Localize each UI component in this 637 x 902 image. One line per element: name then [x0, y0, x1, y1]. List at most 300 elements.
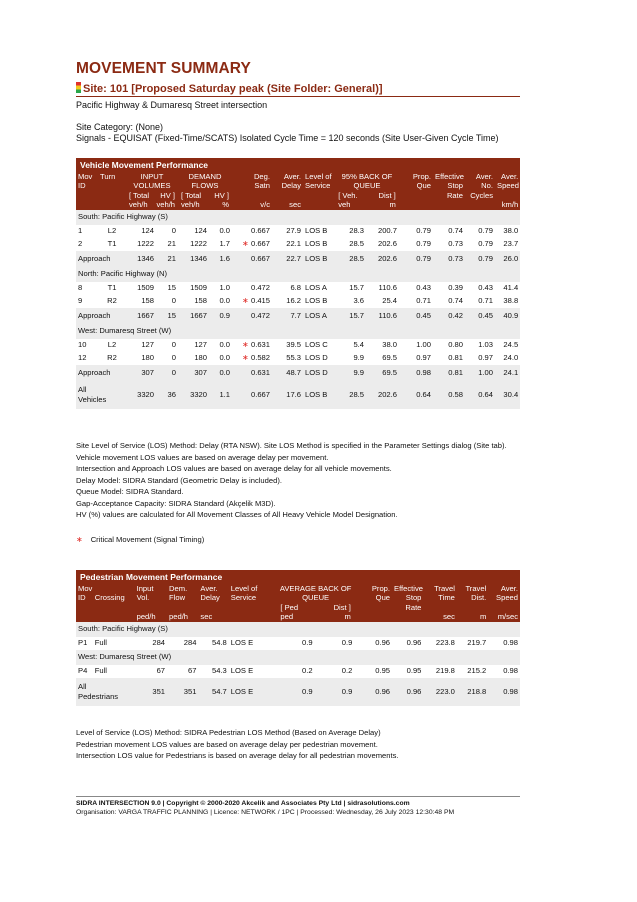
- ped-cell-delay: 54.7: [198, 678, 228, 706]
- cell-cycles: 0.79: [465, 251, 495, 267]
- cell-delay: 17.6: [272, 381, 303, 409]
- hdr-cycles: Cycles: [470, 190, 493, 200]
- ped-col-crossing: [93, 584, 135, 622]
- cell-speed: 40.9: [495, 308, 520, 324]
- cell-in-hv: 0: [156, 365, 178, 381]
- approach-total-row: [76, 251, 520, 267]
- ped-cell-dist: 0.9: [315, 637, 355, 650]
- ped-hdr-dist: Dist ]: [333, 602, 351, 612]
- approach-label: Approach: [76, 365, 126, 381]
- ped-all-label-line2: Pedestrians: [78, 691, 119, 701]
- movement-turn: R2: [98, 295, 126, 308]
- col-demand: [178, 172, 232, 210]
- ped-hdr-pedh: ped/h: [136, 612, 156, 622]
- ped-hdr-crossing: Crossing: [94, 593, 125, 603]
- cell-satn: 0.667: [232, 381, 272, 409]
- cell-in-total: 1667: [126, 308, 156, 324]
- all-label-line1: All: [78, 384, 87, 394]
- ped-cell-dist: 0.2: [315, 665, 355, 678]
- ped-cell-stop: 0.96: [392, 637, 423, 650]
- cell-delay: 16.2: [272, 295, 303, 308]
- ped-hdr-delay: Delay: [200, 593, 220, 603]
- cell-dem-total: 1509: [178, 282, 209, 295]
- ped-cell-time: 223.0: [423, 678, 456, 706]
- ped-hdr-stop: Stop: [405, 593, 422, 603]
- critical-star-icon: ∗: [242, 340, 251, 350]
- hdr-speed: Speed: [497, 181, 519, 191]
- intersection-name: Pacific Highway & Dumaresq Street intersection: [76, 100, 268, 110]
- cell-q-dist: 69.5: [366, 365, 399, 381]
- ped-hdr-que: Que: [375, 593, 391, 603]
- hdr-mov: Mov: [78, 172, 93, 181]
- cell-q-dist: 38.0: [366, 339, 399, 352]
- cell-q-veh: 28.5: [335, 238, 366, 251]
- hdr-aver3: Aver.: [501, 172, 519, 181]
- hdr-dem-pct: %: [222, 200, 229, 210]
- cell-in-total: 127: [126, 339, 156, 352]
- ped-hdr-travel2: Travel: [465, 584, 487, 593]
- cell-delay: 22.7: [272, 251, 303, 267]
- cell-in-hv: 21: [156, 251, 178, 267]
- note-line: Vehicle movement LOS values are based on average delay per movement.: [76, 452, 329, 462]
- ped-hdr-levelof: Level of: [230, 584, 258, 593]
- ped-hdr-queue: QUEUE: [302, 593, 330, 603]
- movement-turn: T1: [98, 282, 126, 295]
- ped-cell-prop: 0.96: [354, 678, 392, 706]
- ped-approach-name: South: Pacific Highway (S): [76, 622, 520, 637]
- cell-q-dist: 110.6: [366, 282, 399, 295]
- cell-q-veh: 3.6: [335, 295, 366, 308]
- ped-hdr-dist2: Dist.: [471, 593, 487, 603]
- cell-stop: 0.81: [433, 352, 465, 365]
- cell-prop: 0.43: [399, 282, 433, 295]
- ped-hdr-pedu: ped: [280, 612, 294, 622]
- cell-in-hv: 0: [156, 352, 178, 365]
- hdr-vc: v/c: [260, 200, 270, 210]
- cell-satn: [232, 225, 272, 238]
- cell-prop: 0.79: [399, 225, 433, 238]
- cell-stop: 0.73: [433, 238, 465, 251]
- cell-los: LOS B: [303, 251, 335, 267]
- hdr-dem-hv: HV ]: [214, 190, 229, 200]
- cell-dem-total: 307: [178, 365, 209, 381]
- ped-cell-stop: 0.95: [392, 665, 423, 678]
- cell-dem-hv: 1.7: [209, 238, 232, 251]
- ped-movement-row: [76, 665, 520, 678]
- ped-hdr-service: Service: [230, 593, 257, 603]
- cell-in-total: 307: [126, 365, 156, 381]
- cell-in-hv: 15: [156, 282, 178, 295]
- ped-hdr-rate: Rate: [405, 602, 422, 612]
- cell-prop: 0.97: [399, 352, 433, 365]
- cell-dem-total: 3320: [178, 381, 209, 409]
- pedestrian-table-body: [76, 622, 520, 706]
- ped-cell-speed: 0.98: [488, 678, 520, 706]
- ped-hdr-vol: Vol.: [136, 593, 150, 603]
- vehicle-performance-table: [76, 158, 520, 409]
- hdr-no: No.: [481, 181, 493, 191]
- cell-dem-total: 127: [178, 339, 209, 352]
- cell-cycles: 0.97: [465, 352, 495, 365]
- ped-cell-tdist: 219.7: [457, 637, 488, 650]
- ped-col-delay: [198, 584, 228, 622]
- cell-prop: 0.98: [399, 365, 433, 381]
- cell-dem-hv: 0.9: [209, 308, 232, 324]
- cell-prop: 0.64: [399, 381, 433, 409]
- cell-speed: 41.4: [495, 282, 520, 295]
- cell-q-dist: 25.4: [366, 295, 399, 308]
- col-satn: [232, 172, 272, 210]
- cell-in-hv: 0: [156, 339, 178, 352]
- critical-movement-label: Critical Movement (Signal Timing): [90, 535, 205, 544]
- ped-cell-ped: 0.9: [277, 637, 315, 650]
- hdr-deg: Deg.: [253, 172, 270, 181]
- ped-cell-vol: 67: [135, 665, 167, 678]
- ped-cell-delay: 54.8: [198, 637, 228, 650]
- signals-info: Signals - EQUISAT (Fixed-Time/SCATS) Isolated Cycle Time = 120 seconds (Site User-Given Cycle Time): [76, 133, 499, 143]
- cell-los: LOS D: [303, 352, 335, 365]
- hdr-in-unit2: veh/h: [156, 200, 176, 210]
- col-prop-que: [399, 172, 433, 210]
- all-pedestrians-row: [76, 678, 520, 706]
- vehicle-table-title-row: [76, 158, 520, 172]
- ped-hdr-pedh2: ped/h: [169, 612, 189, 622]
- cell-q-veh: 9.9: [335, 365, 366, 381]
- ped-cell-vol: 284: [135, 637, 167, 650]
- cell-in-total: 1346: [126, 251, 156, 267]
- cell-q-dist: 110.6: [366, 308, 399, 324]
- ped-hdr-flow: Flow: [169, 593, 186, 603]
- ped-hdr-input: Input: [136, 584, 154, 593]
- hdr-input: INPUT: [140, 172, 164, 181]
- cell-speed: 30.4: [495, 381, 520, 409]
- ped-col-mov-id: [76, 584, 93, 622]
- approach-label: Approach: [76, 308, 126, 324]
- approach-name: North: Pacific Highway (N): [76, 267, 520, 282]
- ped-cell-tdist: 218.8: [457, 678, 488, 706]
- approach-name: South: Pacific Highway (S): [76, 210, 520, 225]
- hdr-id: ID: [78, 181, 86, 191]
- ped-col-speed: [488, 584, 520, 622]
- movement-turn: L2: [98, 339, 126, 352]
- pedestrian-performance-table: [76, 570, 520, 706]
- movement-row: [76, 295, 520, 308]
- col-speed: [495, 172, 520, 210]
- ped-cell-tdist: 215.2: [457, 665, 488, 678]
- ped-cell-dist: 0.9: [315, 678, 355, 706]
- ped-hdr-dem: Dem.: [169, 584, 188, 593]
- col-turn: Turn: [98, 172, 126, 210]
- ped-approach-name: West: Dumaresq Street (W): [76, 650, 520, 665]
- cell-speed: 38.0: [495, 225, 520, 238]
- col-los: [303, 172, 335, 210]
- approach-name: West: Dumaresq Street (W): [76, 324, 520, 339]
- ped-hdr-travel: Travel: [434, 584, 455, 593]
- ped-cell-time: 219.8: [423, 665, 456, 678]
- cell-in-total: 180: [126, 352, 156, 365]
- satn-value: 0.667: [250, 226, 270, 236]
- cell-q-dist: 202.6: [366, 238, 399, 251]
- cell-q-dist: 202.6: [366, 381, 399, 409]
- cell-dem-total: 158: [178, 295, 209, 308]
- ped-crossing: Full: [93, 637, 135, 650]
- cell-delay: 27.9: [272, 225, 303, 238]
- cell-q-veh: 28.5: [335, 381, 366, 409]
- cell-cycles: 1.00: [465, 365, 495, 381]
- cell-in-total: 3320: [126, 381, 156, 409]
- cell-stop: 0.73: [433, 251, 465, 267]
- cell-q-veh: 28.3: [335, 225, 366, 238]
- hdr-satn: Satn: [254, 181, 270, 191]
- critical-movement-legend: [76, 535, 204, 544]
- all-pedestrians-label: [76, 678, 135, 706]
- ped-col-prop: [354, 584, 392, 622]
- cell-los: LOS A: [303, 308, 335, 324]
- col-mov-id: [76, 172, 98, 210]
- note-line: Site Level of Service (LOS) Method: Delay (RTA NSW). Site LOS Method is specified in the Parameter Settings dialog (Site tab).: [76, 441, 507, 450]
- movement-id: 10: [76, 339, 98, 352]
- cell-speed: 24.1: [495, 365, 520, 381]
- cell-stop: 0.74: [433, 295, 465, 308]
- cell-delay: 55.3: [272, 352, 303, 365]
- hdr-demand: DEMAND: [188, 172, 222, 181]
- ped-hdr-sec2: sec: [443, 612, 455, 622]
- hdr-levelof: Level of: [305, 172, 332, 181]
- ped-movement-id: P1: [76, 637, 93, 650]
- cell-satn: [232, 339, 272, 352]
- cell-cycles: 0.64: [465, 381, 495, 409]
- cell-dem-hv: 0.0: [209, 225, 232, 238]
- cell-speed: 38.8: [495, 295, 520, 308]
- hdr-service: Service: [305, 181, 331, 191]
- cell-in-hv: 15: [156, 308, 178, 324]
- movement-row: [76, 339, 520, 352]
- col-cycles: [465, 172, 495, 210]
- approach-total-row: [76, 365, 520, 381]
- cell-dem-total: 1346: [178, 251, 209, 267]
- hdr-prop: Prop.: [412, 172, 431, 181]
- hdr-q-unit2: m: [389, 200, 396, 210]
- movement-id: 2: [76, 238, 98, 251]
- cell-satn: 0.472: [232, 308, 272, 324]
- satn-value: 0.472: [250, 283, 270, 293]
- note-line: Intersection LOS value for Pedestrians is based on average delay for all pedestrian movements.: [76, 751, 399, 760]
- hdr-in-total: [ Total: [128, 190, 150, 200]
- hdr-queue: QUEUE: [353, 181, 381, 191]
- cell-q-veh: 15.7: [335, 282, 366, 295]
- cell-delay: 6.8: [272, 282, 303, 295]
- note-line: Delay Model: SIDRA Standard (Geometric Delay is included).: [76, 475, 282, 485]
- ped-hdr-speed: Speed: [496, 593, 518, 603]
- ped-col-back-of-queue: [277, 584, 354, 622]
- ped-col-time: [423, 584, 456, 622]
- cell-q-dist: 202.6: [366, 251, 399, 267]
- cell-stop: 0.74: [433, 225, 465, 238]
- col-input: [126, 172, 178, 210]
- cell-cycles: 1.03: [465, 339, 495, 352]
- movement-id: 12: [76, 352, 98, 365]
- cell-dem-hv: 1.6: [209, 251, 232, 267]
- cell-prop: 0.79: [399, 251, 433, 267]
- hdr-flows: FLOWS: [191, 181, 219, 191]
- cell-cycles: 0.79: [465, 225, 495, 238]
- all-vehicles-label: [76, 381, 126, 409]
- ped-cell-flow: 284: [167, 637, 198, 650]
- critical-star-icon: ∗: [242, 353, 251, 363]
- cell-dem-hv: 0.0: [209, 352, 232, 365]
- cell-in-total: 1222: [126, 238, 156, 251]
- note-line: Gap-Acceptance Capacity: SIDRA Standard (Akçelik M3D).: [76, 498, 276, 508]
- cell-stop: 0.81: [433, 365, 465, 381]
- ped-cell-time: 223.8: [423, 637, 456, 650]
- hdr-effective: Effective: [435, 172, 464, 181]
- ped-cell-flow: 351: [167, 678, 198, 706]
- cell-in-hv: 0: [156, 225, 178, 238]
- note-line: Queue Model: SIDRA Standard.: [76, 487, 184, 496]
- ped-hdr-prop: Prop.: [371, 584, 391, 593]
- cell-speed: 24.5: [495, 339, 520, 352]
- cell-satn: [232, 352, 272, 365]
- site-category: Site Category: (None): [76, 122, 164, 132]
- ped-col-vol: [135, 584, 167, 622]
- ped-cell-los: LOS E: [229, 637, 277, 650]
- cell-dem-hv: 0.0: [209, 295, 232, 308]
- ped-hdr-mov: Mov: [78, 584, 93, 593]
- cell-prop: 1.00: [399, 339, 433, 352]
- satn-value: 0.631: [250, 340, 270, 350]
- cell-speed: 24.0: [495, 352, 520, 365]
- ped-cell-speed: 0.98: [488, 665, 520, 678]
- cell-dem-hv: 1.1: [209, 381, 232, 409]
- ped-hdr-sec: sec: [200, 612, 213, 622]
- report-footer: [76, 796, 520, 817]
- ped-hdr-time: Time: [438, 593, 455, 603]
- ped-hdr-m: m: [344, 612, 351, 622]
- ped-movement-id: P4: [76, 665, 93, 678]
- site-heading: [76, 82, 520, 97]
- ped-cell-delay: 54.3: [198, 665, 228, 678]
- approach-section-header: [76, 324, 520, 339]
- cell-los: LOS B: [303, 295, 335, 308]
- note-line: Pedestrian movement LOS values are based on average delay per pedestrian movement.: [76, 739, 378, 749]
- cell-satn: 0.631: [232, 365, 272, 381]
- cell-in-total: 158: [126, 295, 156, 308]
- satn-value: 0.415: [250, 296, 270, 306]
- all-label-line2: Vehicles: [78, 394, 107, 404]
- movement-id: 1: [76, 225, 98, 238]
- cell-cycles: 0.45: [465, 308, 495, 324]
- hdr-in-unit1: veh/h: [128, 200, 148, 210]
- cell-los: LOS B: [303, 225, 335, 238]
- col-back-of-queue: [335, 172, 399, 210]
- cell-prop: 0.45: [399, 308, 433, 324]
- satn-value: 0.582: [250, 353, 270, 363]
- cell-prop: 0.71: [399, 295, 433, 308]
- site-title: Site: 101 [Proposed Saturday peak (Site Folder: General)]: [83, 83, 383, 95]
- cell-dem-total: 180: [178, 352, 209, 365]
- cell-satn: 0.667: [232, 251, 272, 267]
- movement-row: [76, 238, 520, 251]
- note-line: Level of Service (LOS) Method: SIDRA Pedestrian LOS Method (Based on Average Delay): [76, 728, 381, 737]
- cell-delay: 22.1: [272, 238, 303, 251]
- movement-id: 8: [76, 282, 98, 295]
- cell-speed: 23.7: [495, 238, 520, 251]
- movement-row: [76, 282, 520, 295]
- vehicle-table-body: [76, 210, 520, 409]
- ped-cell-stop: 0.96: [392, 678, 423, 706]
- hdr-que: Que: [416, 181, 431, 191]
- hdr-delay: Delay: [281, 181, 301, 191]
- cell-los: LOS D: [303, 365, 335, 381]
- ped-col-tdist: [457, 584, 488, 622]
- ped-movement-row: [76, 637, 520, 650]
- cell-los: LOS B: [303, 238, 335, 251]
- cell-satn: [232, 295, 272, 308]
- cell-dem-total: 1667: [178, 308, 209, 324]
- cell-cycles: 0.43: [465, 282, 495, 295]
- ped-hdr-id: ID: [78, 593, 86, 603]
- critical-star-icon: ∗: [242, 296, 251, 306]
- ped-hdr-effective: Effective: [394, 584, 424, 593]
- cell-los: LOS C: [303, 339, 335, 352]
- satn-value: 0.667: [250, 239, 270, 249]
- ped-section-header: [76, 622, 520, 637]
- ped-cell-prop: 0.96: [354, 637, 392, 650]
- cell-q-dist: 69.5: [366, 352, 399, 365]
- note-line: Intersection and Approach LOS values are based on average delay for all vehicle movements.: [76, 464, 392, 473]
- hdr-volumes: VOLUMES: [133, 181, 171, 191]
- ped-hdr-ped: [ Ped: [280, 602, 299, 612]
- cell-in-hv: 21: [156, 238, 178, 251]
- approach-label: Approach: [76, 251, 126, 267]
- cell-delay: 48.7: [272, 365, 303, 381]
- hdr-rate: Rate: [446, 190, 463, 200]
- movement-row: [76, 225, 520, 238]
- movement-turn: T1: [98, 238, 126, 251]
- ped-cell-speed: 0.98: [488, 637, 520, 650]
- ped-crossing: Full: [93, 665, 135, 678]
- cell-in-total: 1509: [126, 282, 156, 295]
- cell-q-dist: 200.7: [366, 225, 399, 238]
- hdr-dem-total: [ Total: [181, 190, 202, 200]
- hdr-sec: sec: [289, 200, 301, 210]
- hdr-in-hv: HV ]: [160, 190, 176, 200]
- cell-dem-total: 1222: [178, 238, 209, 251]
- hdr-stop: Stop: [447, 181, 463, 191]
- cell-delay: 39.5: [272, 339, 303, 352]
- vehicle-notes: [76, 440, 507, 521]
- vehicle-table-title: Vehicle Movement Performance: [76, 158, 520, 172]
- hdr-q-unit1: veh: [338, 200, 351, 210]
- cell-dem-hv: 0.0: [209, 339, 232, 352]
- ped-hdr-aver2: Aver.: [500, 584, 518, 593]
- cell-los: LOS B: [303, 381, 335, 409]
- ped-all-label-line1: All: [78, 681, 87, 691]
- cell-q-veh: 5.4: [335, 339, 366, 352]
- col-stop-rate: [433, 172, 465, 210]
- ped-cell-los: LOS E: [229, 678, 277, 706]
- cell-q-veh: 28.5: [335, 251, 366, 267]
- ped-col-stop: [392, 584, 423, 622]
- hdr-q-dist: Dist ]: [378, 190, 396, 200]
- ped-cell-ped: 0.2: [277, 665, 315, 678]
- cell-stop: 0.39: [433, 282, 465, 295]
- cell-in-total: 124: [126, 225, 156, 238]
- pedestrian-table-title: Pedestrian Movement Performance: [76, 570, 520, 584]
- cell-stop: 0.80: [433, 339, 465, 352]
- approach-section-header: [76, 267, 520, 282]
- footer-copyright: [76, 799, 520, 808]
